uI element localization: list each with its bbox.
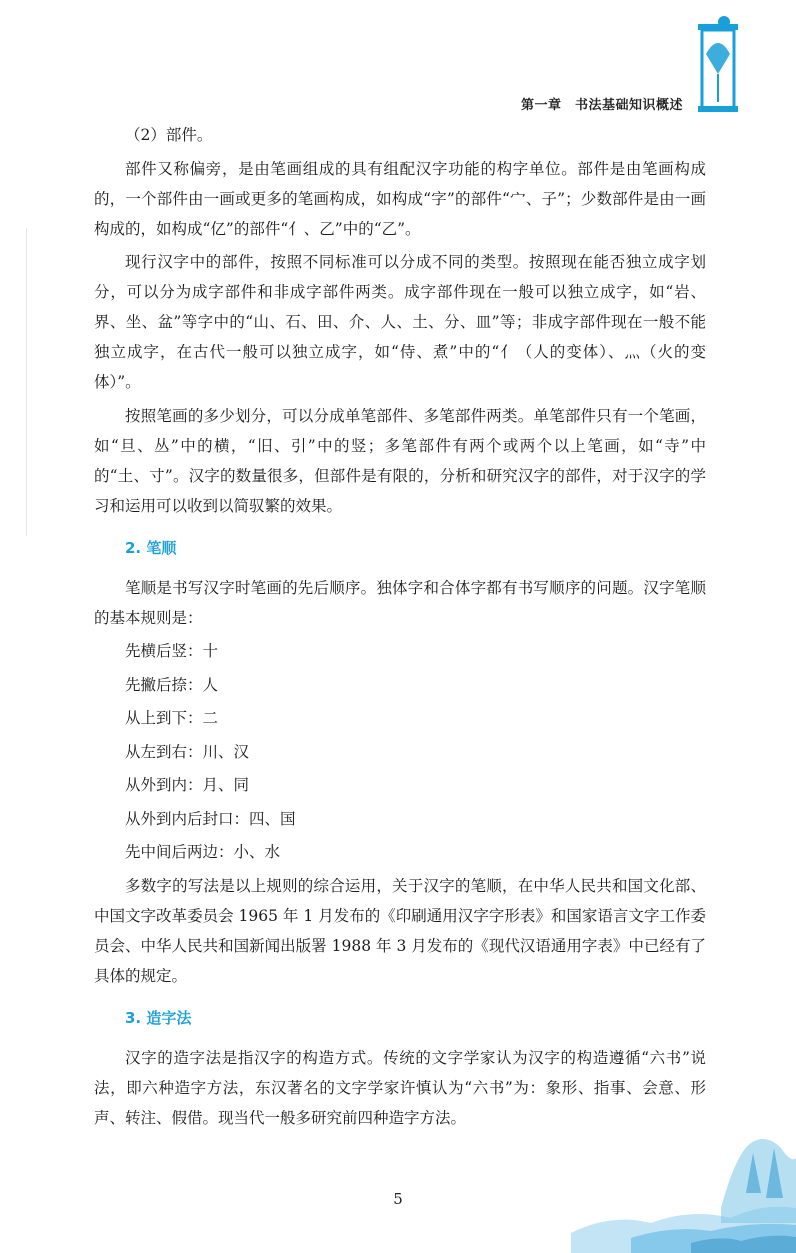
- paragraph: 现行汉字中的部件，按照不同标准可以分成不同的类型。按照现在能否独立成字划分，可以分为成字部件和非成字部件两类。成字部件现在一般可以独立成字，如“岩、界、坐、盆”等字中的“山、石、田、介、人、土、分、皿”等；非成字部件现在一般不能独立成字，在古代一般可以独立成字，如“侍、煮”中的“亻（人的变体）、灬（火的变体）”。: [94, 253, 706, 391]
- page-content: [94, 120, 706, 1136]
- part-title: （2）部件。: [125, 126, 213, 144]
- stroke-rule: 从外到内：月、同: [125, 776, 250, 794]
- landscape-illustration-icon: [571, 1113, 796, 1253]
- stroke-rule: 从上到下：二: [125, 709, 219, 727]
- stroke-rule: 从左到右：川、汉: [125, 742, 250, 761]
- section-heading-stroke-order: 2. 笔顺: [125, 538, 177, 557]
- stroke-rule: 先中间后两边：小、水: [125, 843, 281, 861]
- paragraph: 部件又称偏旁，是由笔画组成的具有组配汉字功能的构字单位。部件是由笔画构成的，一个部件由一画或更多的笔画构成，如构成“字”的部件“宀、子”；少数部件是由一画构成的，如构成“亿”的部件“亻、乙”中的“乙”。: [94, 159, 706, 238]
- paragraph: 按照笔画的多少划分，可以分成单笔部件、多笔部件两类。单笔部件只有一个笔画，如“旦、丛”中的横，“旧、引”中的竖；多笔部件有两个或两个以上笔画，如“寺”中的“土、寸”。汉字的数量很多，但部件是有限的，分析和研究汉字的部件，对于汉字的学习和运用可以收到以简驭繁的效果。: [94, 406, 706, 515]
- section-heading-char-formation: 3. 造字法: [125, 1008, 192, 1027]
- paragraph: 多数字的写法是以上规则的综合运用，关于汉字的笔顺，在中华人民共和国文化部、中国文字改革委员会 1965 年 1 月发布的《印刷通用汉字字形表》和国家语言文字工作委员会、中华人民共和国新闻出版署 1988 年 3 月发布的《现代汉语通用字表》中已经有了具体的规定。: [94, 876, 706, 985]
- stroke-rule: 从外到内后封口：四、国: [125, 809, 296, 828]
- chapter-emblem-icon: [688, 14, 748, 114]
- stroke-rule: 先撇后捺：人: [125, 675, 219, 694]
- margin-marker: [0, 228, 27, 536]
- paragraph: 汉字的造字法是指汉字的构造方式。传统的文字学家认为汉字的构造遵循“六书”说法，即六种造字方法，东汉著名的文字学家许慎认为“六书”为：象形、指事、会意、形声、转注、假借。现当代一般多研究前四种造字方法。: [94, 1048, 706, 1127]
- stroke-rule: 先横后竖：十: [125, 642, 219, 660]
- paragraph: 笔顺是书写汉字时笔画的先后顺序。独体字和合体字都有书写顺序的问题。汉字笔顺的基本规则是：: [94, 578, 706, 627]
- page-number: 5: [393, 1190, 403, 1208]
- chapter-header: 第一章 书法基础知识概述: [520, 98, 683, 113]
